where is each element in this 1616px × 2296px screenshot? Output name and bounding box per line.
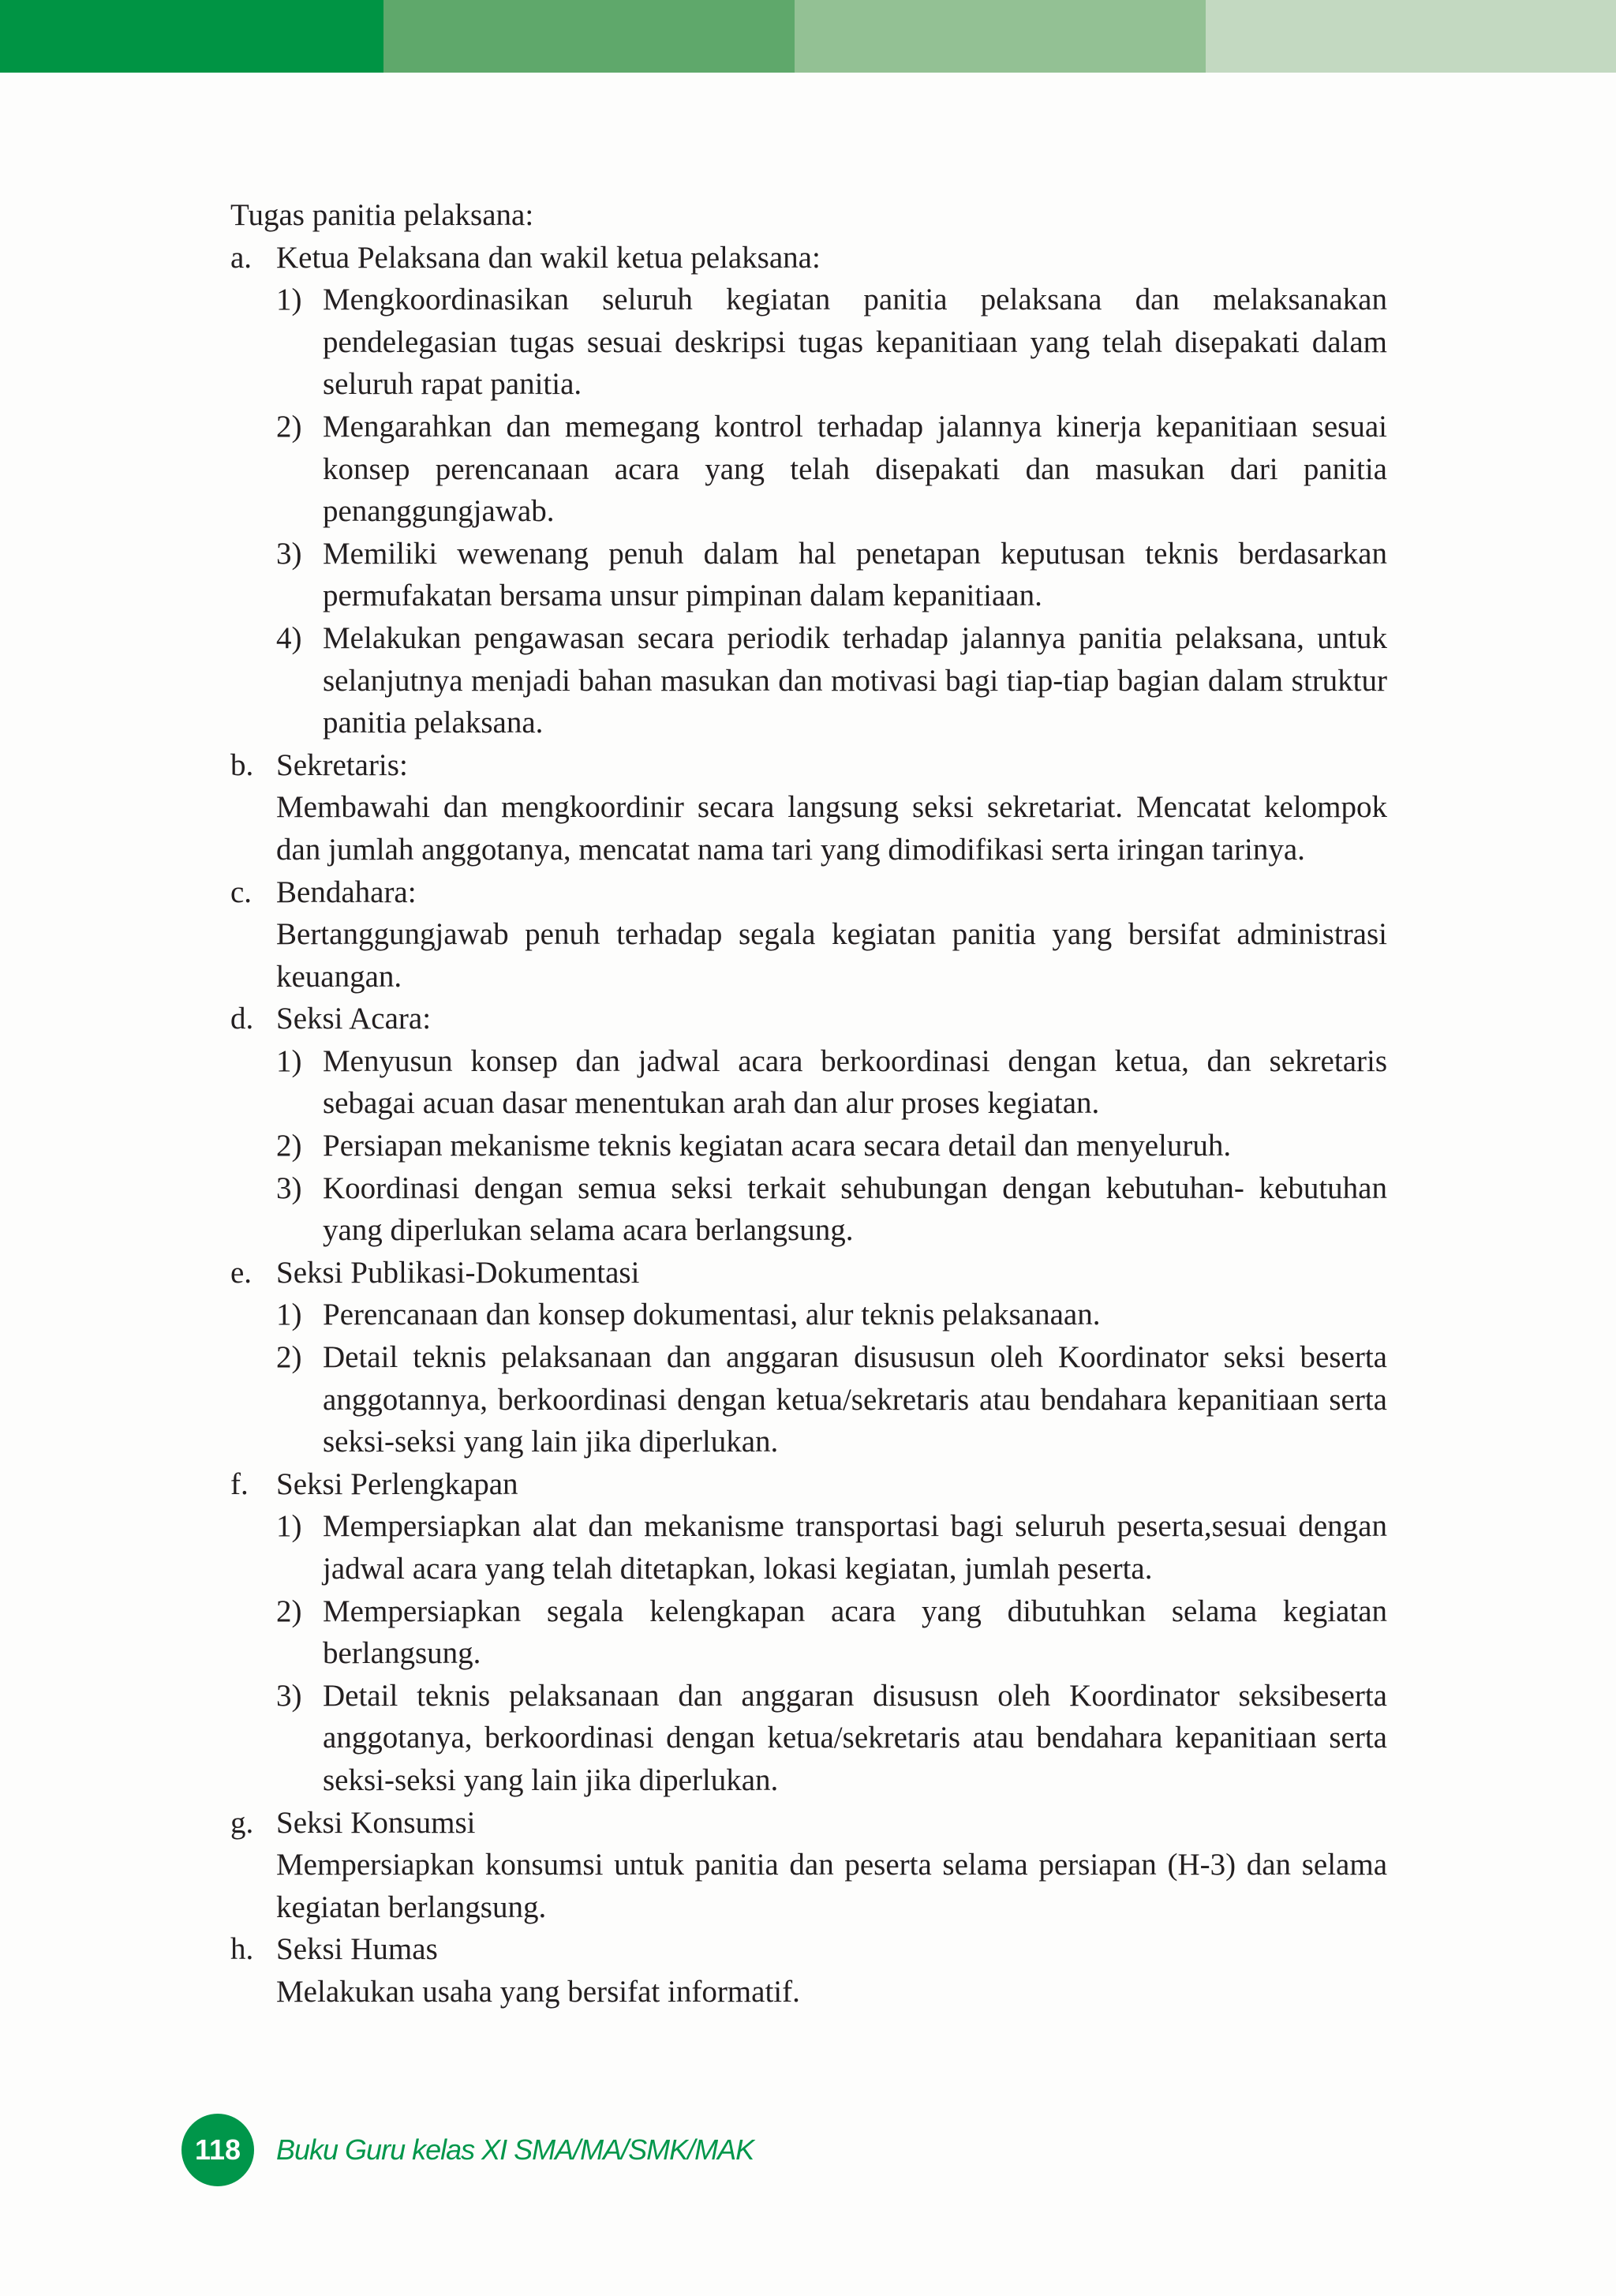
list-item-number: 1) [276,283,302,317]
section-b [230,744,1387,871]
page-footer [181,2114,754,2186]
section-item-list [276,279,1387,744]
section-title: Seksi Publikasi-Dokumentasi [276,1255,640,1290]
section-label: d. [230,1002,254,1036]
section-item-list [276,1040,1387,1252]
section-title: Seksi Humas [276,1932,438,1967]
section-item-list [276,1294,1387,1463]
list-item-text: Mengarahkan dan memegang kontrol terhadap jalannya kinerja kepanitiaan sesuai konsep perencanaan acara yang telah disepakati dan masukan dari panitia penanggungjawab. [323,409,1387,529]
section-f [230,1463,1387,1802]
section-a [230,237,1387,744]
section-label: g. [230,1805,254,1840]
list-item-number: 4) [276,620,302,655]
page-content [230,194,1387,2013]
list-item-number: 3) [276,536,302,571]
section-title: Ketua Pelaksana dan wakil ketua pelaksana: [276,240,821,275]
list-item-text: Perencanaan dan konsep dokumentasi, alur teknis pelaksanaan. [323,1298,1101,1332]
list-item [276,1336,1387,1463]
list-item [276,617,1387,744]
list-item [276,1040,1387,1125]
section-label: a. [230,240,252,275]
section-h [230,1928,1387,2013]
list-item-number: 3) [276,1678,302,1713]
list-item-number: 2) [276,1129,302,1163]
list-item-text: Mempersiapkan alat dan mekanisme transportasi bagi seluruh peserta,sesuai dengan jadwal acara yang telah ditetapkan, lokasi kegiatan, jumlah peserta. [323,1509,1387,1586]
list-item-number: 2) [276,409,302,444]
section-item-list [276,1505,1387,1801]
list-item [276,1675,1387,1802]
header-bar-segment-2 [383,0,795,73]
section-list [230,237,1387,2013]
section-body: Melakukan usaha yang bersifat informatif. [276,1974,800,2009]
list-item-text: Melakukan pengawasan secara periodik terhadap jalannya panitia pelaksana, untuk selanjutnya menjadi bahan masukan dan motivasi bagi tiap-tiap bagian dalam struktur panitia pelaksana. [323,620,1387,740]
section-label: f. [230,1466,249,1501]
book-title: Buku Guru kelas XI SMA/MA/SMK/MAK [276,2133,754,2166]
list-item-text: Detail teknis pelaksanaan dan anggaran disususn oleh Koordinator seksibeserta anggotanya, berkoordinasi dengan ketua/sekretaris atau bendahara kepanitiaan serta seksi-seksi yang lain jika diperlukan. [323,1678,1387,1797]
section-title: Sekretaris: [276,747,408,782]
section-label: h. [230,1932,254,1967]
header-bar-segment-1 [0,0,383,73]
list-item [276,1125,1387,1167]
list-item-text: Mengkoordinasikan seluruh kegiatan panitia pelaksana dan melaksanakan pendelegasian tugas sesuai deskripsi tugas kepanitiaan yang telah disepakati dalam seluruh rapat panitia. [323,283,1387,402]
section-c [230,871,1387,998]
section-body: Bertanggungjawab penuh terhadap segala kegiatan panitia yang bersifat administrasi keuangan. [276,917,1387,994]
section-title: Seksi Acara: [276,1002,432,1036]
list-item-text: Persiapan mekanisme teknis kegiatan acara secara detail dan menyeluruh. [323,1129,1232,1163]
list-item-text: Detail teknis pelaksanaan dan anggaran disususun oleh Koordinator seksi beserta anggotannya, berkoordinasi dengan ketua/sekretaris atau bendahara kepanitiaan serta seksi-seksi yang lain jika diperlukan. [323,1340,1387,1459]
list-item [276,1167,1387,1252]
list-item-text: Menyusun konsep dan jadwal acara berkoordinasi dengan ketua, dan sekretaris sebagai acuan dasar menentukan arah dan alur proses kegiatan. [323,1043,1387,1121]
section-d [230,998,1387,1252]
list-item-number: 1) [276,1298,302,1332]
section-body: Mempersiapkan konsumsi untuk panitia dan peserta selama persiapan (H-3) dan selama kegiatan berlangsung. [276,1848,1387,1924]
section-label: c. [230,875,252,909]
header-bar-segment-3 [795,0,1206,73]
list-item-text: Memiliki wewenang penuh dalam hal penetapan keputusan teknis berdasarkan permufakatan bersama unsur pimpinan dalam kepanitiaan. [323,536,1387,613]
section-body: Membawahi dan mengkoordinir secara langsung seksi sekretariat. Mencatat kelompok dan jumlah anggotanya, mencatat nama tari yang dimodifikasi serta iringan tarinya. [276,790,1387,867]
section-g [230,1802,1387,1929]
list-item [276,1505,1387,1590]
section-title: Seksi Konsumsi [276,1805,476,1840]
section-e [230,1252,1387,1463]
list-item-text: Mempersiapkan segala kelengkapan acara yang dibutuhkan selama kegiatan berlangsung. [323,1594,1387,1671]
list-item [276,279,1387,406]
intro-text: Tugas panitia pelaksana: [230,198,534,232]
list-item-number: 1) [276,1043,302,1078]
page-number-badge [181,2114,254,2186]
list-item-number: 1) [276,1509,302,1544]
list-item [276,406,1387,533]
page-number: 118 [194,2133,241,2166]
list-item [276,1590,1387,1675]
header-color-bar [0,0,1616,73]
header-bar-segment-4 [1206,0,1616,73]
section-label: b. [230,747,254,782]
section-label: e. [230,1255,252,1290]
section-title: Seksi Perlengkapan [276,1466,518,1501]
list-item [276,533,1387,617]
list-item-number: 3) [276,1170,302,1205]
list-item-text: Koordinasi dengan semua seksi terkait sehubungan dengan kebutuhan- kebutuhan yang diperlukan selama acara berlangsung. [323,1170,1387,1248]
list-item [276,1294,1387,1336]
list-item-number: 2) [276,1594,302,1628]
list-item-number: 2) [276,1340,302,1375]
section-title: Bendahara: [276,875,417,909]
